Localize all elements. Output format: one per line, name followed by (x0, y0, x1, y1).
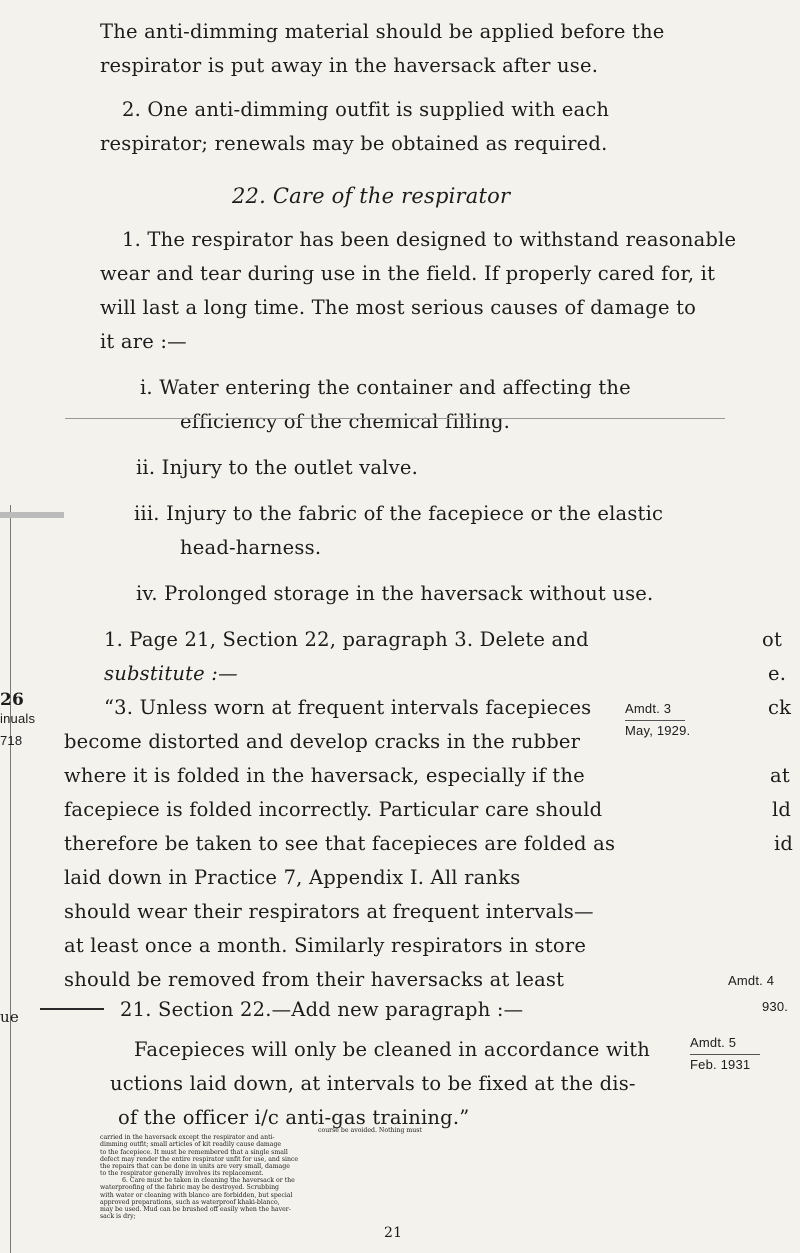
margin-rule (10, 505, 11, 1253)
para1-line-1: 1. The respirator has been designed to withstand reasonable (122, 228, 737, 251)
slip1-body-line-9: should be removed from their haversacks at least (64, 968, 565, 991)
slip1-body-line-2: become distorted and develop cracks in the rubber (64, 730, 581, 753)
para5-line-3: to the facepiece. It must be remembered that a single small (100, 1148, 288, 1156)
para5-line-2: dimming outfit; small articles of kit readily cause damage (100, 1141, 282, 1149)
slip1-fragment-ot: ot (762, 628, 782, 651)
para1-line-2: wear and tear during use in the field. If properly cared for, it (100, 262, 716, 285)
slip1-fragment-e: e. (768, 662, 787, 685)
slip2-line-2: Facepieces will only be cleaned in accordance with (134, 1038, 651, 1061)
cause-iii-cont: head-harness. (180, 536, 322, 559)
para6-line-4: approved preparations, such as waterproof khaki-blanco, (100, 1198, 280, 1206)
right-fragment-at: at (770, 764, 790, 787)
amendment-slip-edge (65, 400, 725, 419)
para5-line-5: the repairs that can be done in units are very small, damage (100, 1162, 290, 1170)
para6-line-1: 6. Care must be taken in cleaning the haversack or the (122, 1177, 295, 1185)
amdt3-label: Amdt. 3 (625, 701, 672, 716)
slip1-body-line-5: therefore be taken to see that facepieces are folded as (64, 832, 616, 855)
para5-first-line: course be avoided. Nothing must (318, 1127, 422, 1134)
right-fragment-ld: ld (772, 798, 792, 821)
margin-fragment: ue (0, 1008, 19, 1026)
para1-line-4: it are :— (100, 330, 187, 353)
para6-line-6: sack is dry; (100, 1213, 136, 1220)
slip1-body-line-6: laid down in Practice 7, Appendix I. All ranks (64, 866, 521, 889)
cause-iii: iii. Injury to the fabric of the facepiece or the elastic (134, 502, 664, 525)
para6-line-2: waterproofing of the fabric may be destroyed. Scrubbing (100, 1184, 280, 1192)
para5-line-1: carried in the haversack except the respirator and anti- (100, 1134, 275, 1142)
slip1-body-line-8: at least once a month. Similarly respirators in store (64, 934, 587, 957)
para6-line-5: may be used. Mud can be brushed off easily when the haver- (100, 1205, 291, 1213)
slip1-heading: 1. Page 21, Section 22, paragraph 3. Delete and (104, 628, 589, 651)
amdt5-date: Feb. 1931 (690, 1057, 751, 1072)
margin-word: inuals (0, 711, 36, 726)
intro-line-4: respirator; renewals may be obtained as required. (100, 132, 608, 155)
strike-line (40, 1008, 104, 1010)
right-fragment-id: id (774, 832, 794, 855)
para5-line-4: defect may render the entire respirator unfit for use, and since (100, 1155, 299, 1163)
cause-ii: ii. Injury to the outlet valve. (136, 456, 418, 479)
slip2-heading: 21. Section 22.—Add new paragraph :— (120, 998, 524, 1021)
amdt5-rule (690, 1054, 760, 1055)
amdt5-label: Amdt. 5 (690, 1035, 737, 1050)
slip1-body-line-1: “3. Unless worn at frequent intervals facepieces (104, 696, 592, 719)
amdt4-date: 930. (762, 999, 789, 1014)
intro-line-1: The anti-dimming material should be applied before the (100, 20, 665, 43)
amdt3-date: May, 1929. (625, 723, 691, 738)
slip1-body-line-3: where it is folded in the haversack, especially if the (64, 764, 585, 787)
page-number: 21 (384, 1225, 403, 1241)
slip2-line-4: of the officer i/c anti-gas training.” (118, 1106, 470, 1129)
section-heading: 22. Care of the respirator (232, 184, 511, 208)
slip1-substitute: substitute :— (104, 662, 238, 685)
intro-line-2: respirator is put away in the haversack after use. (100, 54, 599, 77)
para1-line-3: will last a long time. The most serious causes of damage to (100, 296, 697, 319)
cause-i: i. Water entering the container and affecting the (140, 376, 631, 399)
margin-tab (0, 512, 64, 518)
slip1-body-line-4: facepiece is folded incorrectly. Particular care should (64, 798, 603, 821)
cause-i-cont: efficiency of the chemical filling. (180, 410, 511, 433)
para6-line-3: with water or cleaning with blanco are forbidden, but special (100, 1191, 293, 1199)
margin-number-26: 26 (0, 690, 25, 710)
slip2-line-3: uctions laid down, at intervals to be fixed at the dis- (110, 1072, 636, 1095)
para5-line-6: to the respirator generally involves its replacement. (100, 1170, 264, 1177)
right-fragment-ck: ck (768, 696, 792, 719)
cause-iv: iv. Prolonged storage in the haversack without use. (136, 582, 654, 605)
amdt4-label: Amdt. 4 (728, 973, 775, 988)
amdt3-rule (625, 720, 685, 721)
slip1-body-line-7: should wear their respirators at frequent intervals— (64, 900, 594, 923)
intro-line-3: 2. One anti-dimming outfit is supplied with each (122, 98, 610, 121)
margin-number-718: 718 (0, 733, 23, 748)
